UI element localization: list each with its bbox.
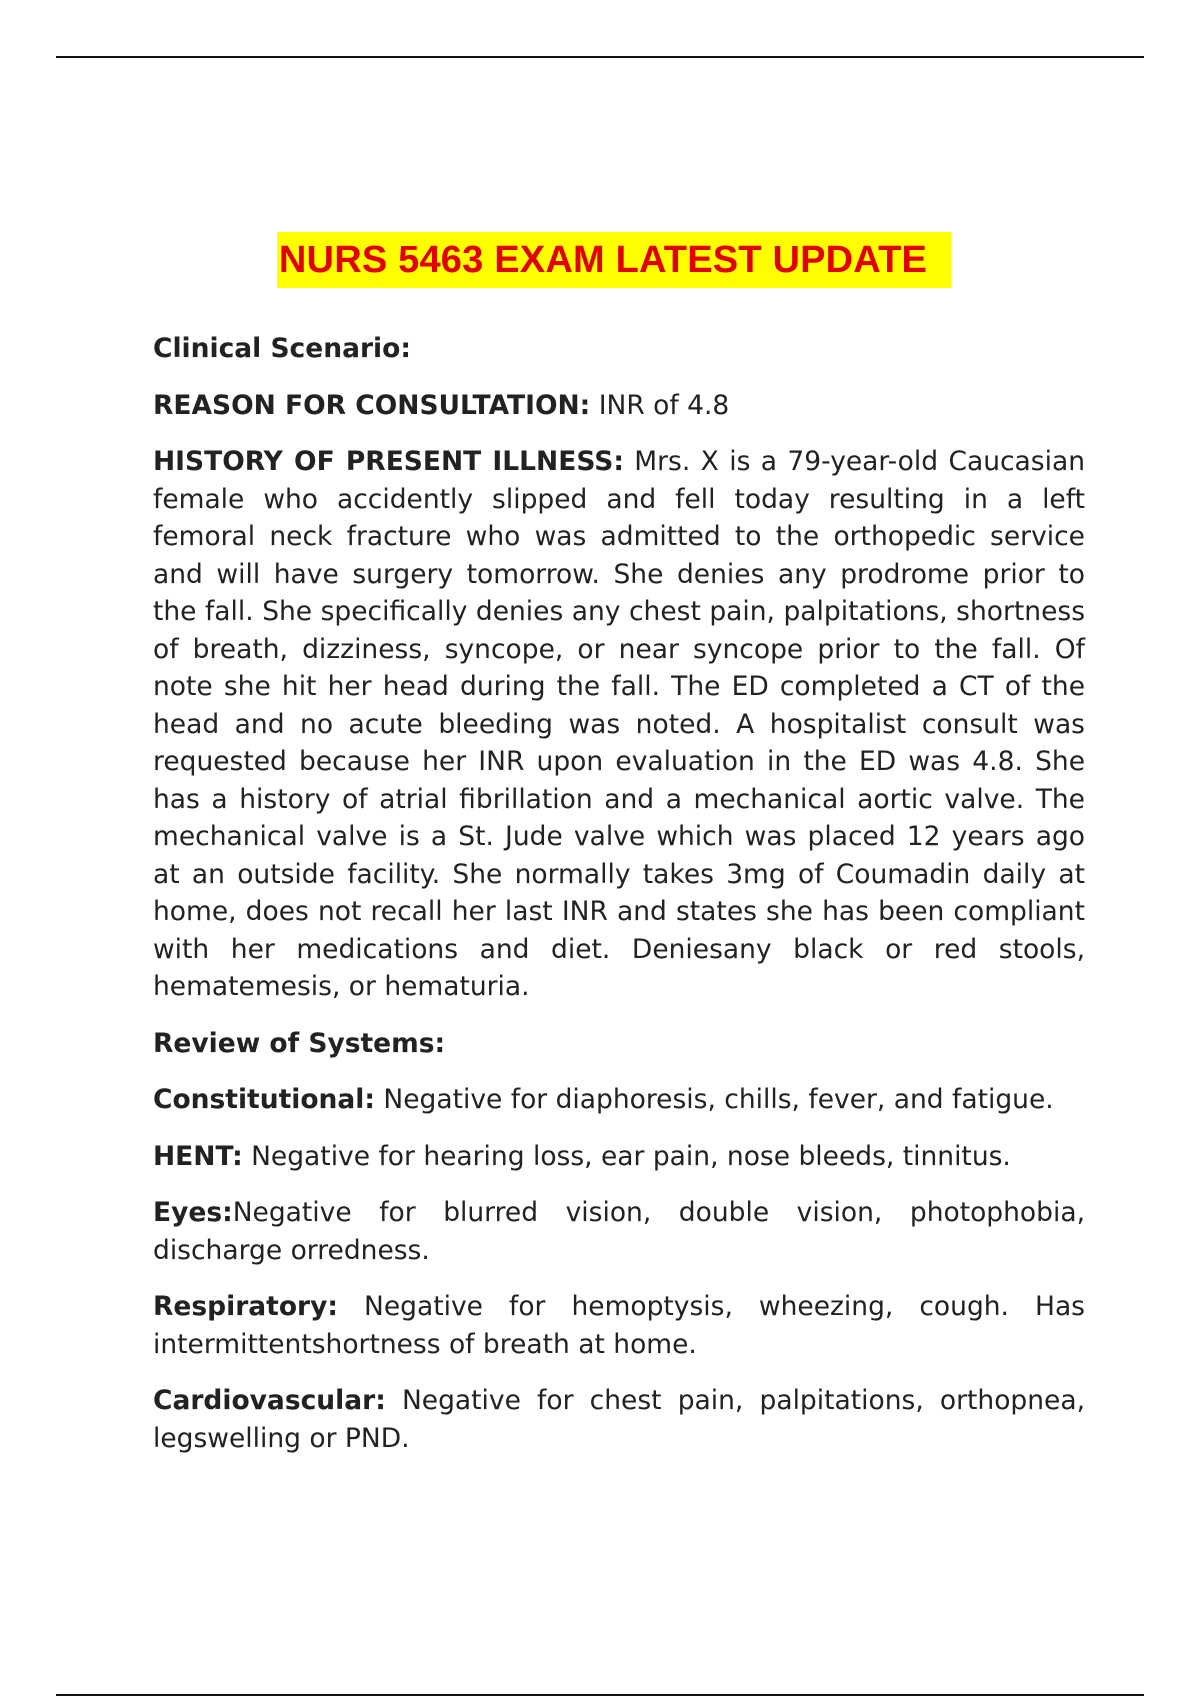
- reason-for-consultation: [153, 387, 1085, 425]
- ros-item-eyes: [153, 1194, 1085, 1269]
- ros-label: Eyes:: [153, 1197, 233, 1228]
- ros-item-hent: [153, 1138, 1085, 1176]
- ros-label: Respiratory:: [153, 1291, 338, 1322]
- document-title: NURS 5463 EXAM LATEST UPDATE: [277, 232, 951, 288]
- ros-text: Negative for chest pain, palpitations, orthopnea, legswelling or PND.: [153, 1385, 1085, 1454]
- ros-item-cardiovascular: [153, 1382, 1085, 1457]
- ros-item-respiratory: [153, 1288, 1085, 1363]
- ros-item-constitutional: [153, 1081, 1085, 1119]
- ros-label: Constitutional:: [153, 1084, 375, 1115]
- clinical-scenario-heading: Clinical Scenario:: [153, 333, 411, 364]
- document-body: [153, 330, 1085, 1476]
- hpi-text: Mrs. X is a 79-year-old Caucasian female who accidently slipped and fell today resulting in a left femoral neck fracture who was admitted to the orthopedic service and will have surgery tomorrow. She denies any prodrome prior to the fall. She specifically denies any chest pain, palpitations, shortness of breath, dizziness, syncope, or near syncope prior to the fall. Of note she hit her head during the fall. The ED completed a CT of the head and no acute bleeding was noted. A hospitalist consult was requested because her INR upon evaluation in the ED was 4.8. She has a history of atrial fibrillation and a mechanical aortic valve. The mechanical valve is a St. Jude valve which was placed 12 years ago at an outside facility. She normally takes 3mg of Coumadin daily at home, does not recall her last INR and states she has been compliant with her medications and diet. Deniesany black or red stools, hematemesis, or hematuria.: [153, 446, 1085, 1002]
- review-of-systems-heading: Review of Systems:: [153, 1027, 446, 1059]
- bottom-rule: [56, 1694, 1144, 1696]
- ros-label: Cardiovascular:: [153, 1385, 386, 1416]
- title-container: [0, 232, 1200, 288]
- ros-text: Negative for blurred vision, double vision, photophobia, discharge orredness.: [153, 1197, 1085, 1266]
- ros-label: HENT:: [153, 1140, 243, 1172]
- reason-text: INR of 4.8: [590, 389, 730, 421]
- reason-label: REASON FOR CONSULTATION:: [153, 389, 591, 421]
- ros-text: Negative for hearing loss, ear pain, nose bleeds, tinnitus.: [242, 1140, 1011, 1172]
- ros-text: Negative for diaphoresis, chills, fever, and fatigue.: [374, 1084, 1054, 1115]
- hpi-label: HISTORY OF PRESENT ILLNESS:: [153, 446, 624, 477]
- ros-text: Negative for hemoptysis, wheezing, cough. Has intermittentshortness of breath at home.: [153, 1291, 1085, 1360]
- top-rule: [56, 56, 1144, 58]
- history-of-present-illness: [153, 443, 1085, 1006]
